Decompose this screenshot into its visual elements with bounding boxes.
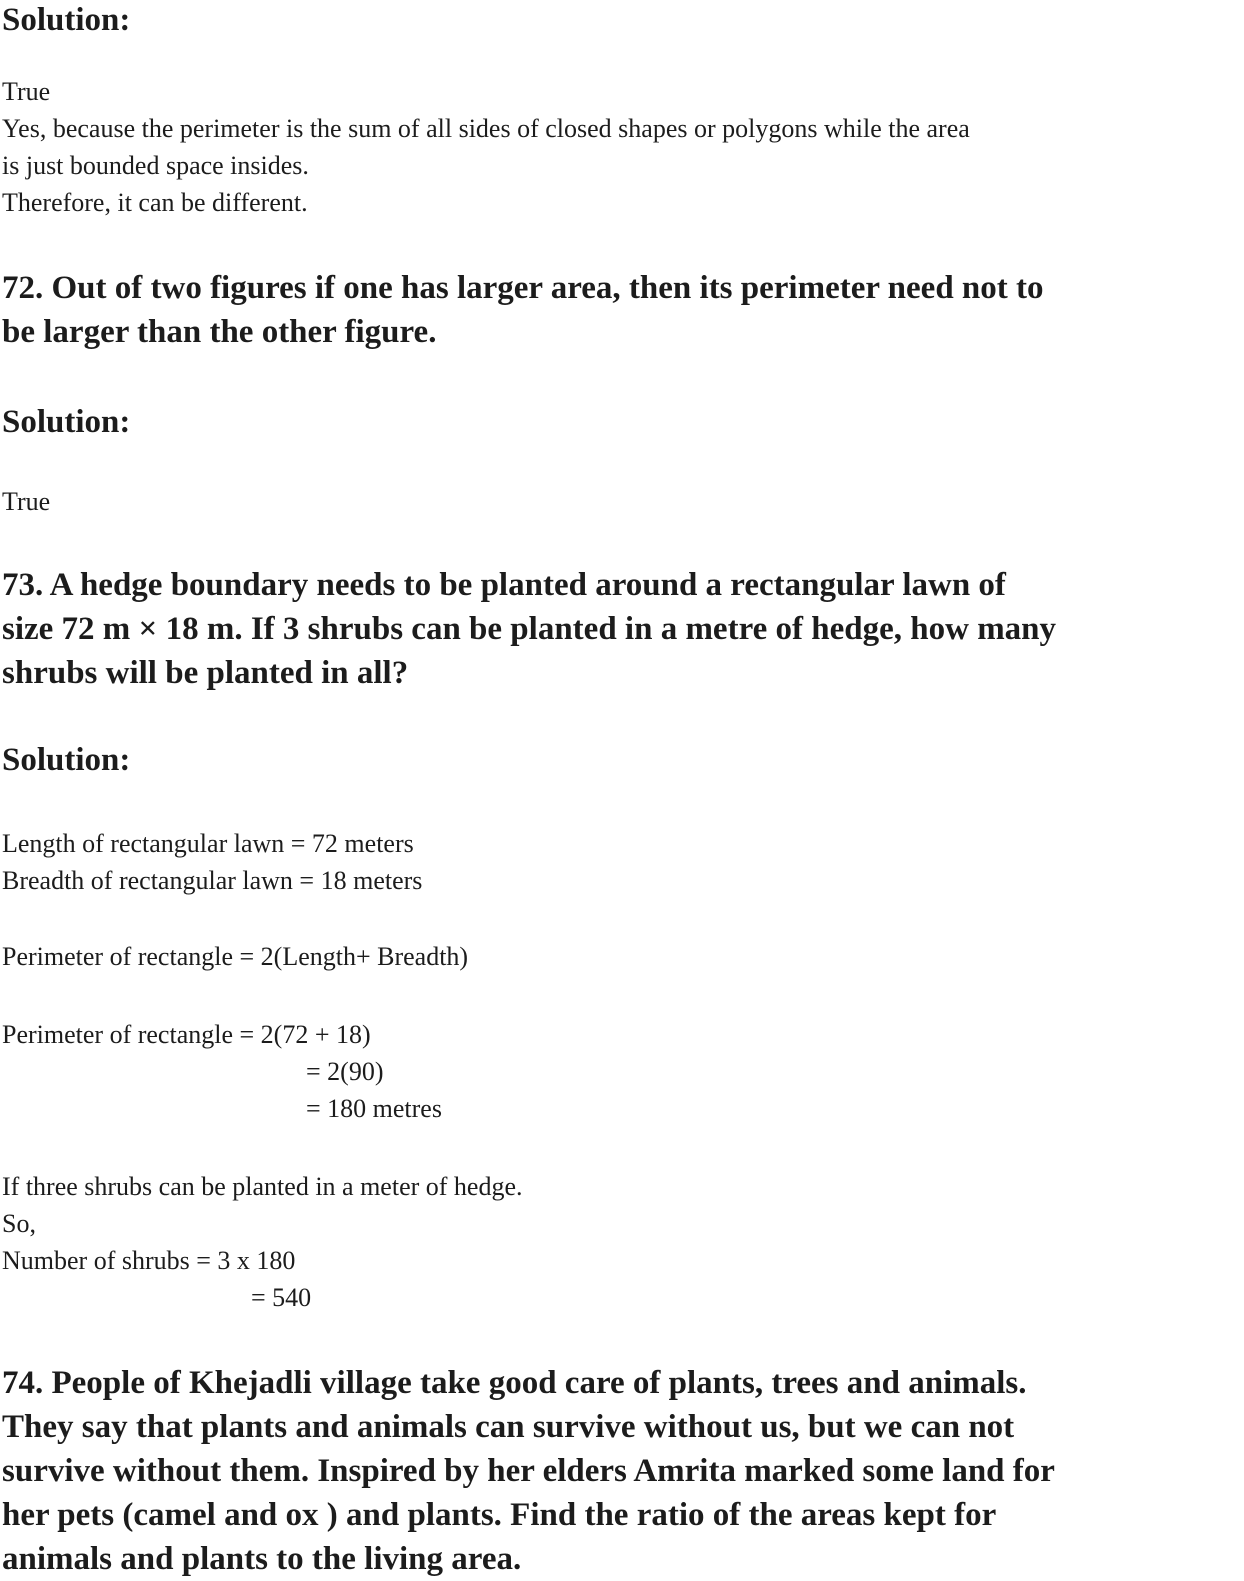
formula-line: Perimeter of rectangle = 2(Length+ Breadth) (2, 942, 469, 971)
calculation-line: = 180 metres (306, 1094, 442, 1123)
solution-heading-label: Solution: (2, 742, 131, 778)
question-74-line: They say that plants and animals can survive without us, but we can not (2, 1409, 1015, 1445)
given-line: Length of rectangular lawn = 72 meters (2, 829, 414, 858)
question-74-line: 74. People of Khejadli village take good care of plants, trees and animals. (2, 1365, 1027, 1401)
explanation-line: Therefore, it can be different. (2, 188, 308, 217)
solution-heading-72 (2, 400, 1244, 444)
solution-heading-label: Solution: (2, 2, 131, 38)
solution-heading-intro (2, 0, 1244, 42)
question-73-heading (2, 563, 1244, 695)
calculation-line: = 540 (251, 1283, 312, 1312)
question-73-line: 73. A hedge boundary needs to be planted around a rectangular lawn of (2, 567, 1006, 603)
calculation-line: = 2(90) (306, 1057, 384, 1086)
given-line: Breadth of rectangular lawn = 18 meters (2, 866, 423, 895)
answer-text: True (2, 487, 51, 516)
explanation-line: is just bounded space insides. (2, 151, 309, 180)
question-74-line: animals and plants to the living area. (2, 1541, 522, 1577)
question-72-heading (2, 266, 1244, 354)
question-73-result (2, 1168, 1244, 1316)
note-line: So, (2, 1209, 36, 1238)
question-72-line: 72. Out of two figures if one has larger area, then its perimeter need not to (2, 270, 1044, 306)
question-73-given (2, 825, 1244, 899)
note-line: If three shrubs can be planted in a meter of hedge. (2, 1172, 523, 1201)
solution-heading-label: Solution: (2, 404, 131, 440)
question-74-line: her pets (camel and ox ) and plants. Find the ratio of the areas kept for (2, 1497, 997, 1533)
calculation-line: Perimeter of rectangle = 2(72 + 18) (2, 1020, 371, 1049)
question-73-line: shrubs will be planted in all? (2, 655, 409, 691)
question-73-line: size 72 m × 18 m. If 3 shrubs can be planted in a metre of hedge, how many (2, 611, 1057, 647)
question-73-formula (2, 938, 1244, 975)
question-72-line: be larger than the other figure. (2, 314, 437, 350)
question-74-line: survive without them. Inspired by her elders Amrita marked some land for (2, 1453, 1055, 1489)
question-74-heading (2, 1361, 1244, 1581)
calculation-line: Number of shrubs = 3 x 180 (2, 1246, 296, 1275)
answer-text: True (2, 77, 51, 106)
question-73-calculation (2, 1016, 1244, 1127)
explanation-line: Yes, because the perimeter is the sum of all sides of closed shapes or polygons while the area (2, 114, 970, 143)
solution-heading-73 (2, 738, 1244, 782)
question-72-answer (2, 483, 1244, 520)
intro-solution-body (2, 73, 1244, 221)
